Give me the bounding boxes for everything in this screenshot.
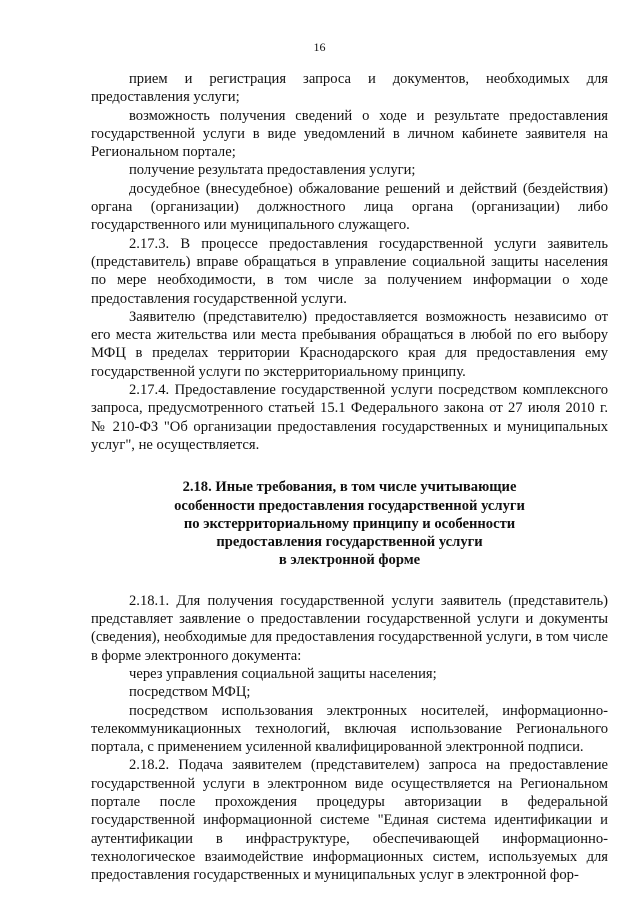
section-heading-2-18	[91, 478, 608, 569]
page-number: 16	[313, 40, 326, 54]
paragraph-2-17-4: 2.17.4. Предоставление государственной услуги посредством комплексного запроса, предусмотренного статьей 15.1 Федерального закона от 27 июля 2010 г. № 210-ФЗ "Об организации предоставления государственных и муниципальных услуг", не осуществляется.	[91, 382, 608, 453]
paragraph-status-info: возможность получения сведений о ходе и результате предоставления государственной услуги в виде уведомлений в личном кабинете заявителя на Региональном портале;	[91, 107, 608, 161]
heading-line: особенности предоставления государственной услуги	[174, 497, 525, 514]
paragraph-registration: прием и регистрация запроса и документов, необходимых для предоставления услуги;	[91, 71, 608, 106]
paragraph-electronic-media: посредством использования электронных носителей, информационно-телекоммуникационных технологий, включая использование Регионального портала, с применением усиленной квалифицированной электронной подписи.	[91, 702, 608, 756]
paragraph-result: получение результата предоставления услуги;	[129, 162, 416, 179]
paragraph-via-mfc: посредством МФЦ;	[129, 684, 251, 701]
heading-line: 2.18. Иные требования, в том числе учитывающие	[182, 479, 517, 496]
heading-line: по экстерриториальному принципу и особенности	[183, 515, 516, 532]
paragraph-via-usszn: через управления социальной защиты населения;	[129, 665, 437, 682]
paragraph-2-17-3: 2.17.3. В процессе предоставления государственной услуги заявитель (представитель) вправе обращаться в управление социальной защиты населения по мере необходимости, в том числе за получением информации о ходе предоставления государственной услуги.	[91, 235, 608, 307]
heading-line: предоставления государственной услуги	[216, 534, 483, 551]
document-body	[91, 70, 608, 884]
paragraph-appeal: досудебное (внесудебное) обжалование решений и действий (бездействия) органа (организации) должностного лица органа (организации) либо государственного или муниципального служащего.	[91, 180, 608, 234]
paragraph-2-18-1: 2.18.1. Для получения государственной услуги заявитель (представитель) представляет заявление о предоставлении государственной услуги и документы (сведения), необходимые для предоставления государственной услуги, в том числе в форме электронного документа:	[91, 592, 608, 664]
paragraph-mfc-extraterritorial: Заявителю (представителю) предоставляется возможность независимо от его места жительства или места пребывания обращаться в любой по его выбору МФЦ в пределах территории Краснодарского края для предоставления ему государственной услуги по экстерриториальному принципу.	[91, 308, 608, 380]
heading-line: в электронной форме	[278, 552, 421, 569]
paragraph-2-18-2: 2.18.2. Подача заявителем (представителем) запроса на предоставление государственной услуги в электронном виде осуществляется на Региональном портале после прохождения процедуры авторизации в федеральной государственной информационной системе "Единая система идентификации и аутентификации в инфраструктуре, обеспечивающей информационно-технологическое взаимодействие информационных систем, используемых для предоставления государственных и муниципальных услуг в электронной фор-	[91, 757, 608, 884]
